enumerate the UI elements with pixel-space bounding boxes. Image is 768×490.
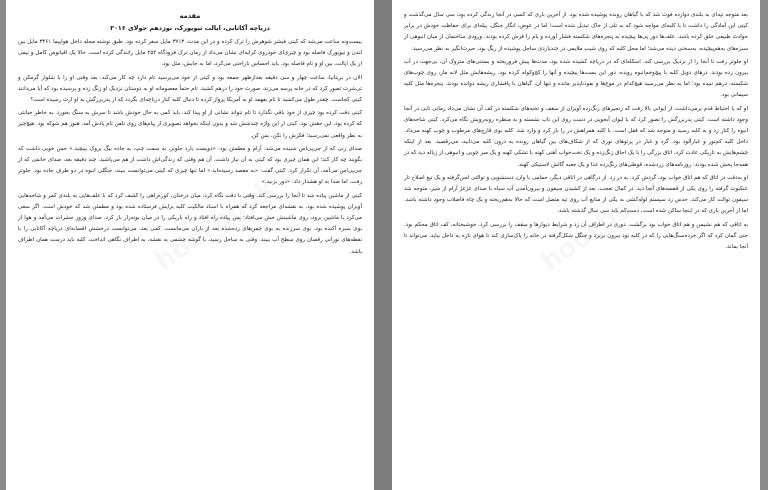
paragraph: بعد متوجه تپه‌ای به بلندی دوازده فوت شد که با گیاهان رونده پوشیده شده بود. از آخرین باری که کسی در آنجا زندگی کرده بود، سی سال می‌گذشت و کیتی این آمادگی را داشت تا با کلبه‌ای مواجه شود که به تلی از خاک تبدیل شده است؛ اما در عوض، انگار جنگل، پیله‌ای برای حفاظت خودش در برابر حوادث طبیعی خلق کرده باشد. علف‌ها دور پی‌ها پیچیده به پنجره‌های شکسته فشار آورده و بام را فرش کرده بودند. ورودی ساختمان از میان انبوهی از سبزه‌های به‌هم‌پیچیده، به‌سختی دیده می‌شد؛ اما محل کلبه که روی شیب ملایمی در چندیاردی ساحل پوشیده از ریگ بود، حیرت‌انگیز به نظر می‌رسید. xyxy=(404,12,748,52)
paragraph: صدای زنی که از جی‌پی‌اس شنیده می‌شد، آرام و مطمئن بود: «دویست یارد جلوتر، به سمت چپ، به جاده بیگ بروک بپیچید.» حس خوبی داشت که بگویند چه کار کند؛ این همان چیزی بود که کیتی به آن نیاز داشت. آن هم وقتی که زندگی‌اش داشت از هم می‌پاشید. چند دقیقه بعد، صدای خانمی که از جی‌پی‌اس می‌آمد، آن تکرار کرد. کیتی گفت: «به مقصد رسیده‌اید.» اما تنها چیزی که کیتی می‌توانست ببیند، جنگلی انبوه در دو طرف جاده بود. جلوتر رفت، اما صدا به او هشدار داد: «دور بزنید.» xyxy=(18,145,362,186)
chapter-subtitle: دریاچه آکاتابی، ایالت نیویورک، نوزدهم جولای ۲۰۱۶ xyxy=(110,24,270,32)
paragraph: کیتی از ماشین پیاده شد تا آنجا را بررسی کند. وقتی با دقت نگاه کرد، میان درختان، کوره‌راهی را کشف کرد که با علف‌هایی به بلندی کمر و شاخه‌هایی آویزان پوشیده شده بود. به نقشه‌ای مراجعه کرد که همراه با اسناد مالکیت کلبه برایش فرستاده شده بود و مطمئن شد که خودش است. اگر سعی می‌کرد با ماشین برود، روی ماشینش خش می‌افتاد؛ پس پیاده راه افتاد و راه باریکی را در میان بوته‌زار باز کرد. صدای وزوز حشرات می‌آمد و هوا از بوی سبزه آکنده بود. بوی سرزنده به بوی چمن‌های زده‌شده بعد از باران می‌مانست. کمی بعد، می‌توانست درخشش افسانه‌ای دریاچه آکاتابی را با نقطه‌های نورانی رقصان روی سطح آب ببیند. وقتی به ساحل رسید، با گوشه چشمی به نقشه، به اطراف نگاهی انداخت. کلبه باید درست همان اطراف باشد. xyxy=(18,192,362,255)
right-page xyxy=(392,0,760,490)
paragraph: او جلوتر رفت تا آنجا را از نزدیک بررسی کند. اسکله‌ای که در دریاچه کشیده شده بود، مدت‌ها پیش فروریخته و بستنی‌های متروک آن، بی‌جهت در آب بیرون زده بودند. درهای دوبل کلبه با پیچ‌وخم‌انبوه رویده، دور این بست‌ها پیچیده و آنها را کج‌وکوله کرده بود. ریشه‌هایش مثل لانه مار، روی چوب‌های شکسته، درهم تنیده بود؛ اما به نظر می‌رسید هیچ‌کدام در موج‌ها و نفوذناپذیر مانده و تنها آن، گیاهان با پافشاری ریشه دوانده بودند. پنجره‌ها مثل کلبه سیمانی بود. xyxy=(404,58,748,99)
paragraph: او که با احتیاط قدم برمی‌داشت، از ایوانی بالا رفت که زنجیرهای زنگ‌زده آویزان از سقف و تخته‌های شکسته در کف آن نشان می‌داد زمانی تابی در آنجا وجود داشته است. کیتی پدربزرگش را تصور کرد که با لیوان آبجویی در دست روی این تاب نشسته و به منظره روبه‌رویش نگاه می‌کرد. کیتی شاخه‌های انبوه را کنار زد و به کلبه رسید و متوجه شد که قفل است. با کلید همراهش در را باز کرد و وارد شد. کلبه بوی قارچ‌های مرطوب و چوب کهنه می‌داد. داخل کلبه کم‌نور و غبارآلود بود. گرد و غبار در پرتوهای نوری که از شکاف‌های بین گیاهان رونده به درون کلبه می‌تابید، می‌رقصید. بعد از اینکه چشم‌هایش به تاریکی عادت کرد، اتاق بزرگی را با یک اجاق زنگ‌زده و یک تخت‌خواب آهنی کهنه با تشکی کهنه و یک میز چوبی و انبوهی از زباله دید که در همه‌جا پخش شده بودند: روزنامه‌های زرد‌شده، قوطی‌های زنگ‌زده غذا و یک جعبه گالش لاستیکی کهنه. xyxy=(404,105,748,168)
book-gutter xyxy=(374,0,392,490)
left-page xyxy=(6,0,374,490)
chapter-heading: مقدمه xyxy=(179,12,201,20)
paragraph: بیست‌ونه ساعت می‌شد که کیتی فیشر شوهرش را ترک کرده و در این مدت، ۳۷۱۳ مایل سفر کرده بود. طبق نوشته مجله داخل هواپیما ۳۴۶۱ مایل بین لندن و نیویورک فاصله بود و چیزی‌ای خودروی کرایه‌ای نشان می‌داد از زمان ترک فرودگاه ۲۵۲ مایل رانندگی کرده است. حالا یک اقیانوس کامل و نیمی از یک ایالت، بین او و تام فاصله بود. باید احساس ناراحتی می‌کرد، اما به جایش، مثل بود. xyxy=(18,39,362,68)
paragraph: کیتی دقت کرده بود چیزی از خود باقی نگذارد تا تام نتواند نشانی از او پیدا کند. باید کمی به حال خودش باشد تا سرش به سنگ بخورد. به خاطر خیانتی که کرده بود، این حقش بود. کیتی از این واژه چندشش شد و بدون اینکه بخواهد تصویری از پیام‌های روی تلفن تام پادش آمد. هنوز هم شوکه بود. هیچ‌چیز به نظر واقعی نمی‌رسید؛ فکرش را نکن، بس کن. xyxy=(18,110,362,139)
paragraph: الان در بریتانیا، ساعت چهار و سی دقیقه بعدازظهر جمعه بود و کیتی از خود می‌پرسید تام دارد چه کار می‌کند. بعد وقتی او را با شلوار گرمکن و تی‌شرت تصور کرد که در خانه پرسه می‌زند، صورت خود را درهم کشید. تام حتماً معصومانه او به دوستان نزدیک او زنگ زده و پرسیده بود که آیا می‌دانند کیتی کجاست. چقدر طول می‌کشید تا تام بفهمد او به آمریکا پرواز کرده تا دنبال کلبه کنار دریاچه‌ای بگردد که از پدربزرگش به او ارث رسیده است؟ xyxy=(18,74,362,104)
paragraph: به اتاقی که هم نشیمن و هم اتاق خواب بود برگشت. دوری در اطراف آن زد و شرایط دیوارها و سقف را بررسی کرد. خوشبختانه، کف اتاق محکم بود. حتی گمان کرد که اگر خرده‌سنگ‌هایی را که در کلبه بود بیرون بریزد و جنگل شکل‌گرفته در خانه را پاک‌سازی کند تا هوای تازه به داخل بیاید، می‌تواند تا آنجا بماند. xyxy=(404,221,748,251)
paragraph: او به‌دقت در اتاق که هم اتاق خواب بود، گردش کرد. به در زد. از درگاهی در اتاقی دیگر، حمامی با وان، دستشویی و توالتی لجن‌گرفته و یک تیغ اصلاح تار عنکبوت گرفته را روی یکی از قفسه‌های آنجا دید. در کمال تعجب، بعد از کشیدن سیفون و بیرون‌آمدن آب سیاه با صدای غژغژ آرام از شیر، متوجه شد سیفون توالت کار می‌کند. حدس زد سیستم لوله‌کشی به یکی از منابع آب روی تپه متصل است که حالا به‌هم‌ریخته و یک چاه فاضلاب وجود داشته باشد. اما از آخرین باری که در اینجا ساکن شده است، دست‌کم باید سی سال گذشته باشد. xyxy=(404,174,748,215)
